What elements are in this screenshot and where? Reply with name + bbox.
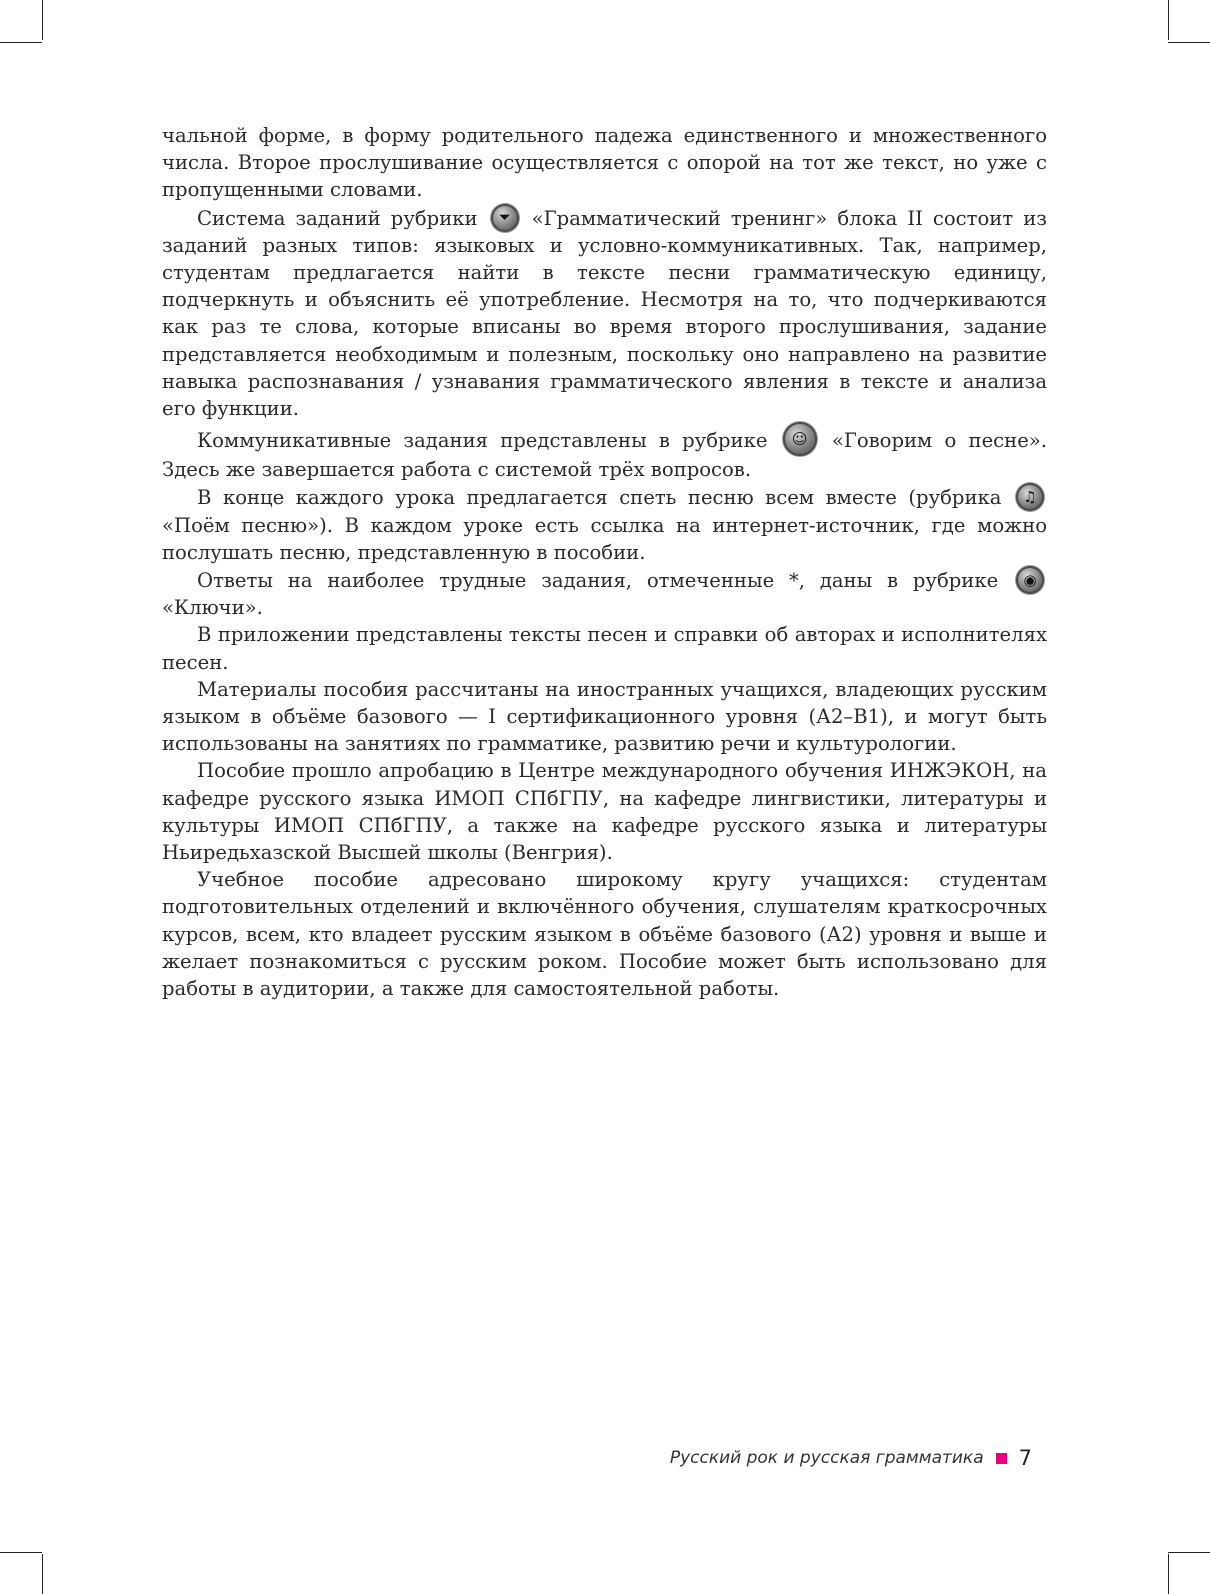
crop-mark xyxy=(1168,1552,1210,1553)
page-number: 7 xyxy=(1018,1446,1032,1470)
paragraph: Пособие прошло апробацию в Центре международного обучения ИНЖЭКОН, на кафедре русского языка ИМОП СПбГПУ, на кафедре лингвистики, литературы и культуры ИМОП СПбГПУ, а также на кафедре русского языка и литературы Ньиредьхазской Высшей школы (Венгрия). xyxy=(162,759,1047,865)
paragraph: Учебное пособие адресовано широкому кругу учащихся: студентам подготовительных отделений и включённого обучения, слушателям краткосрочных курсов, всем, кто владеет русским языком в объёме базового (А2) уровня и выше и желает познакомиться с русским роком. Пособие может быть использовано для работы в аудитории, а также для самостоятельной работы. xyxy=(162,868,1047,1001)
music-note-icon: ♫ xyxy=(1016,483,1044,511)
crop-mark xyxy=(0,42,42,43)
keys-icon: ◉ xyxy=(1016,566,1044,594)
grammar-training-icon: ⏷ xyxy=(491,204,519,232)
body-text xyxy=(162,122,1047,1002)
crop-mark xyxy=(1168,42,1210,43)
paragraph xyxy=(162,204,1047,423)
paragraph: Материалы пособия рассчитаны на иностранных учащихся, владеющих русским языком в объёме базового — I сертификационного уровня (А2–В1), и могут быть использованы на занятиях по грамматике, развитию речи и культурологии. xyxy=(162,677,1047,756)
paragraph-text: Система заданий рубрики xyxy=(197,206,478,230)
paragraph xyxy=(162,422,1047,483)
page-footer xyxy=(670,1446,1032,1470)
paragraph-text: Коммуникативные задания представлены в рубрике xyxy=(197,429,768,453)
paragraph: чальной форме, в форму родительного падежа единственного и множественного числа. Второе прослушивание осуществляется с опорой на тот же текст, но уже с пропущенными словами. xyxy=(162,124,1047,202)
accent-square-icon xyxy=(996,1453,1007,1464)
crop-mark xyxy=(42,1554,43,1594)
talk-about-song-icon: ☺ xyxy=(783,422,817,456)
crop-mark xyxy=(1168,1554,1169,1594)
paragraph-text: Ответы на наиболее трудные задания, отмеченные *, даны в рубрике xyxy=(197,569,999,593)
crop-mark xyxy=(0,1552,42,1553)
paragraph xyxy=(162,566,1047,621)
paragraph-text: «Ключи». xyxy=(162,596,263,620)
running-title: Русский рок и русская грамматика xyxy=(669,1448,984,1468)
paragraph-text: «Поём песню»). В каждом уроке есть ссылка на интернет-источник, где можно послушать песню, представленную в пособии. xyxy=(162,513,1047,564)
paragraph xyxy=(162,483,1047,566)
crop-mark xyxy=(1168,0,1169,40)
paragraph: В приложении представлены тексты песен и справки об авторах и исполнителях песен. xyxy=(162,623,1047,674)
paragraph-text: «Грамматический тренинг» блока II состоит из заданий разных типов: языковых и условно-коммуникативных. Так, например, студентам предлагается найти в тексте песни грамматическую единицу, подчеркнуть и объяснить её употребление. Несмотря на то, что подчеркиваются как раз те слова, которые вписаны во время второго прослушивания, задание представляется необходимым и полезным, поскольку оно направлено на развитие навыка распознавания / узнавания грамматического явления в тексте и анализа его функции. xyxy=(162,206,1047,421)
paragraph-text: «Говорим о песне». Здесь же завершается работа с системой трёх вопросов. xyxy=(162,429,1048,482)
paragraph-text: В конце каждого урока предлагается спеть песню всем вместе (рубрика xyxy=(197,486,1002,510)
crop-mark xyxy=(42,0,43,40)
